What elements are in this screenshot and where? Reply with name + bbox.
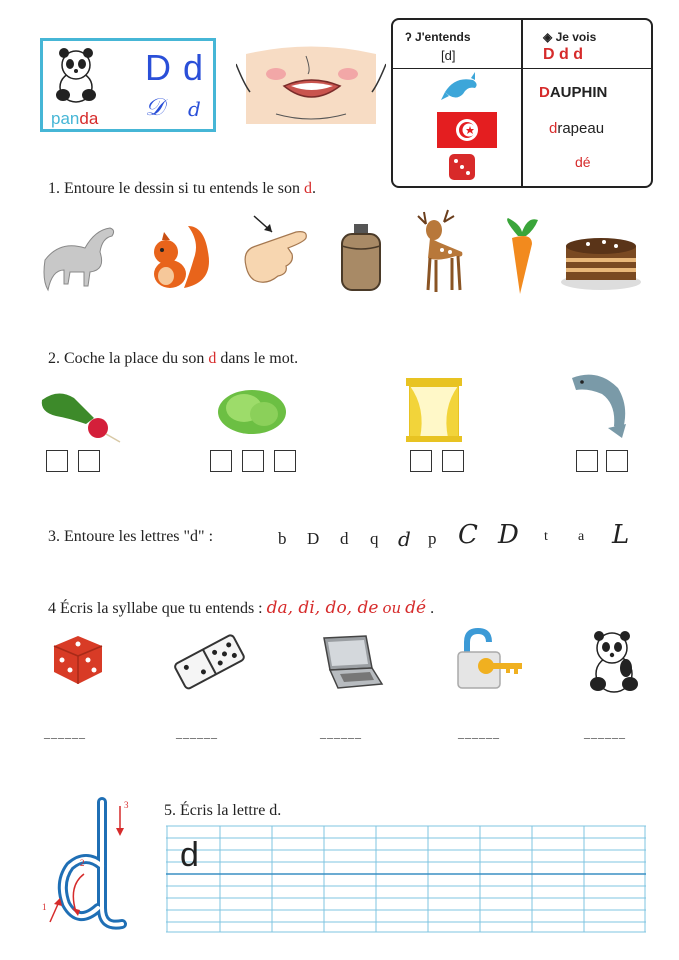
ex4-title: 4 Écris la syllabe que tu entends : da, di, do, de ou dé .: [48, 598, 435, 618]
model-letter: d: [180, 836, 199, 874]
letter-item[interactable]: d: [398, 527, 411, 551]
sound-position-box[interactable]: [274, 450, 296, 472]
letter-item[interactable]: D: [307, 529, 320, 548]
ex5-title: 5. Écris la lettre d.: [164, 802, 282, 819]
answer-line[interactable]: ______: [458, 726, 500, 740]
dolphin-image: [568, 368, 632, 440]
stroke-number: 2: [80, 858, 85, 868]
dice-image: [48, 630, 106, 688]
tunisia-flag-icon: [437, 112, 497, 148]
ex3-title: 3. Entoure les lettres "d" :: [48, 528, 214, 545]
ear-icon: ʔ: [405, 30, 416, 44]
letter-stroke-guide: [36, 796, 146, 938]
letter-item[interactable]: D: [498, 520, 519, 550]
domino-image: [172, 628, 246, 694]
word-drapeau: drapeau: [549, 120, 605, 137]
letter-item[interactable]: L: [612, 520, 630, 550]
sound-position-box[interactable]: [46, 450, 68, 472]
word-dauphin: DAUPHIN: [539, 84, 608, 101]
answer-line[interactable]: ______: [320, 726, 362, 740]
script-lowercase-letter: d: [188, 97, 201, 121]
sound-table: [391, 18, 653, 188]
sound-position-box[interactable]: [606, 450, 628, 472]
letter-item[interactable]: a: [578, 529, 585, 544]
sound-position-box[interactable]: [210, 450, 232, 472]
padlock-image: [456, 626, 526, 692]
cake-image: [558, 228, 644, 292]
answer-line[interactable]: ______: [44, 726, 86, 740]
seen-letters: D d d: [543, 46, 583, 63]
canteen-image: [338, 222, 386, 294]
finger-image: [236, 210, 318, 290]
col-hear-header: ʔ J'entends: [405, 30, 471, 44]
letter-card: [40, 38, 216, 132]
carrot-image: [498, 216, 546, 296]
dinosaur-image: [40, 220, 120, 300]
panda-word: panda: [51, 109, 99, 128]
syllables: da, di, do, de: [266, 598, 379, 618]
script-uppercase-letter: 𝒟: [145, 93, 165, 121]
dolphin-icon: [441, 72, 481, 106]
stroke-number: 1: [42, 902, 47, 912]
panda-icon: [51, 45, 101, 105]
letter-item[interactable]: t: [544, 529, 548, 544]
answer-line[interactable]: ______: [584, 726, 626, 740]
letter-item[interactable]: C: [458, 520, 478, 550]
radish-image: [38, 388, 124, 444]
col-see-header: ◈ Je vois: [543, 30, 597, 44]
squirrel-image: [144, 222, 214, 294]
letter-item[interactable]: p: [428, 529, 437, 548]
sound-label: [d]: [441, 48, 456, 63]
lettuce-image: [214, 382, 290, 438]
dice-icon: [447, 150, 479, 182]
sound-position-box[interactable]: [442, 450, 464, 472]
letter-item[interactable]: q: [370, 529, 379, 548]
eye-icon: ◈: [543, 30, 556, 44]
writing-grid[interactable]: [166, 824, 646, 934]
ex1-title: 1. Entoure le dessin si tu entends le son d.: [48, 180, 316, 197]
word-de: dé: [575, 154, 591, 170]
letter-item[interactable]: b: [278, 529, 287, 548]
sound-position-box[interactable]: [410, 450, 432, 472]
uppercase-letter: D: [145, 47, 171, 88]
lowercase-letter: d: [183, 47, 204, 88]
answer-line[interactable]: ______: [176, 726, 218, 740]
ex2-title: 2. Coche la place du son d dans le mot.: [48, 350, 299, 367]
sound-position-box[interactable]: [242, 450, 264, 472]
sound-position-box[interactable]: [78, 450, 100, 472]
mouth-image: [236, 44, 386, 124]
letter-item[interactable]: d: [340, 529, 349, 548]
stroke-number: 3: [124, 800, 129, 810]
panda-image: [586, 628, 642, 696]
curtain-image: [406, 378, 462, 442]
laptop-image: [310, 634, 384, 692]
sound-position-box[interactable]: [576, 450, 598, 472]
deer-image: [408, 208, 470, 296]
